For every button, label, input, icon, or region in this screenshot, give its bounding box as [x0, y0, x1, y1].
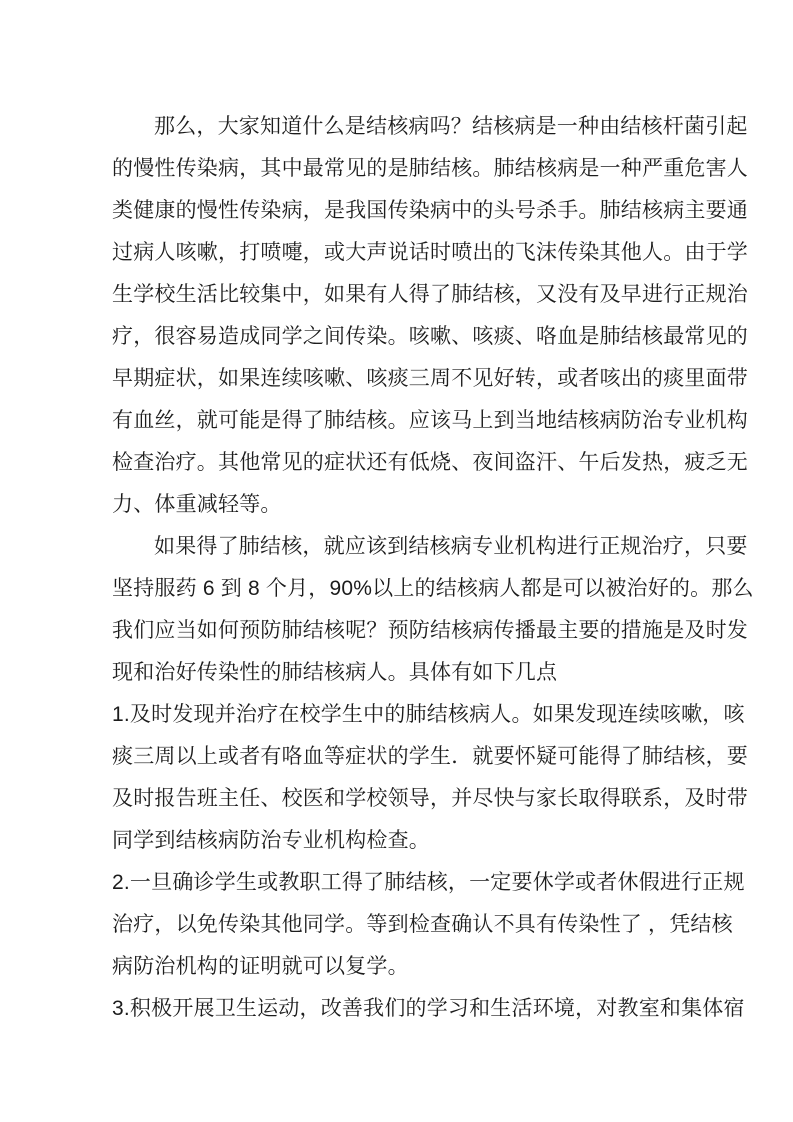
- text-line: 治疗，以免传染其他同学。等到检查确认不具有传染性了 ，凭结核: [112, 913, 733, 936]
- text-line: 现和治好传染性的肺结核病人。具体有如下几点: [112, 661, 558, 684]
- text-line: 过病人咳嗽，打喷嚏，或大声说话时喷出的飞沫传染其他人。由于学: [112, 241, 748, 264]
- text-line: 2.一旦确诊学生或教职工得了肺结核，一定要休学或者休假进行正规: [112, 871, 745, 894]
- text-line: 同学到结核病防治专业机构检查。: [112, 829, 430, 852]
- paragraph-point-2-suspend-school: [112, 862, 745, 988]
- text-line: 3.积极开展卫生运动，改善我们的学习和生活环境，对教室和集体宿: [112, 997, 745, 1020]
- paragraph-intro-what-is-tuberculosis: [112, 106, 748, 526]
- text-line: 及时报告班主任、校医和学校领导，并尽快与家长取得联系，及时带: [112, 787, 748, 810]
- text-line: 疗，很容易造成同学之间传染。咳嗽、咳痰、咯血是肺结核最常见的: [112, 325, 748, 348]
- text-line: 的慢性传染病，其中最常见的是肺结核。肺结核病是一种严重危害人: [112, 157, 748, 180]
- text-line: 生学校生活比较集中，如果有人得了肺结核，又没有及早进行正规治: [112, 283, 748, 306]
- text-line: 类健康的慢性传染病，是我国传染病中的头号杀手。肺结核病主要通: [112, 199, 748, 222]
- text-line: 有血丝，就可能是得了肺结核。应该马上到当地结核病防治专业机构: [112, 409, 748, 432]
- text-line: 早期症状，如果连续咳嗽、咳痰三周不见好转，或者咳出的痰里面带: [112, 367, 748, 390]
- text-line: 如果得了肺结核，就应该到结核病专业机构进行正规治疗，只要: [154, 535, 748, 558]
- text-line: 坚持服药 6 到 8 个月，90%以上的结核病人都是可以被治好的。那么: [112, 577, 754, 600]
- text-line: 力、体重减轻等。: [112, 493, 282, 516]
- paragraph-point-3-hygiene-campaign: [112, 988, 745, 1030]
- document-body: [112, 106, 754, 1030]
- paragraph-point-1-timely-detection: [112, 694, 748, 862]
- text-line: 那么，大家知道什么是结核病吗？结核病是一种由结核杆菌引起: [154, 115, 748, 138]
- text-line: 1.及时发现并治疗在校学生中的肺结核病人。如果发现连续咳嗽，咳: [112, 703, 745, 726]
- text-line: 病防治机构的证明就可以复学。: [112, 955, 409, 978]
- text-line: 我们应当如何预防肺结核呢？预防结核病传播最主要的措施是及时发: [112, 619, 748, 642]
- text-line: 痰三周以上或者有咯血等症状的学生．就要怀疑可能得了肺结核，要: [112, 745, 748, 768]
- text-line: 检查治疗。其他常见的症状还有低烧、夜间盗汗、午后发热，疲乏无: [112, 451, 748, 474]
- paragraph-treatment-and-prevention: [112, 526, 754, 694]
